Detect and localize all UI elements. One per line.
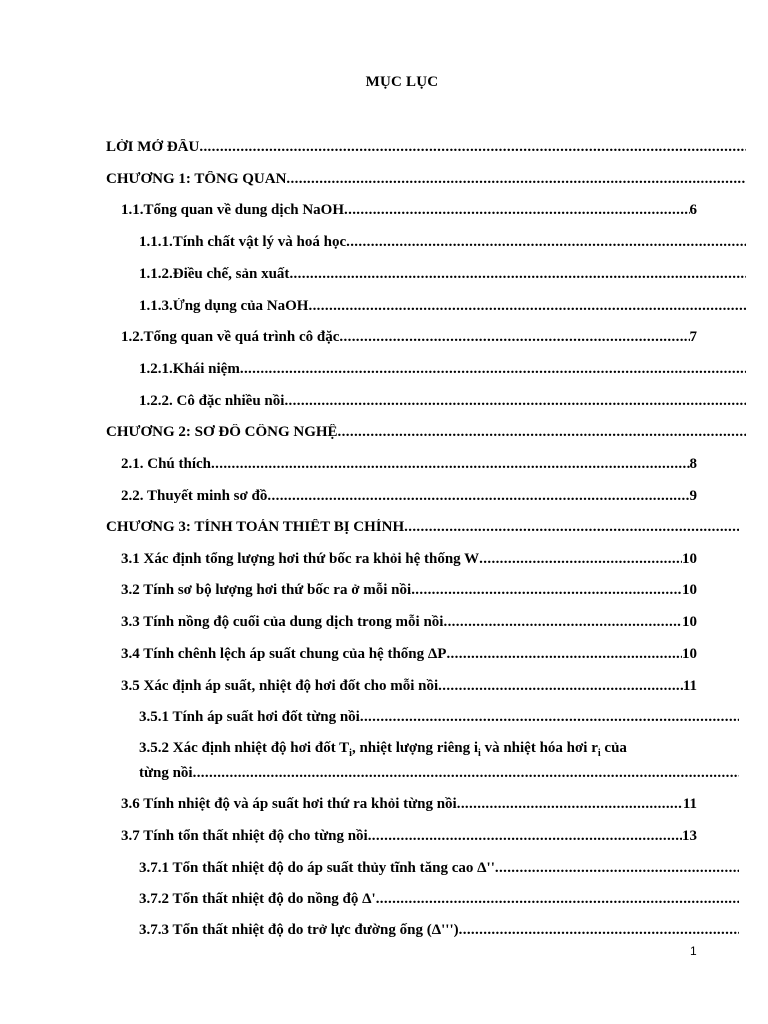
toc-entry-page: 10 bbox=[682, 646, 697, 662]
toc-entry-number: 1.1.2. bbox=[139, 266, 173, 282]
dot-leader bbox=[199, 139, 746, 156]
dot-leader bbox=[286, 171, 746, 188]
toc-entry-label: CHƯƠNG 1: TỔNG QUAN bbox=[106, 171, 287, 187]
toc-entry-page: 13 bbox=[682, 828, 697, 844]
toc-entry[interactable] bbox=[121, 488, 697, 508]
dot-leader bbox=[284, 393, 746, 410]
toc-entry-label: 2.2. Thuyết minh sơ đồ bbox=[121, 488, 268, 504]
toc-entry[interactable] bbox=[139, 234, 746, 254]
page-title: MỤC LỤC bbox=[365, 74, 439, 90]
toc-entry-number: 1.1.1. bbox=[139, 234, 173, 250]
toc-entry[interactable] bbox=[139, 765, 739, 785]
page-number: 1 bbox=[690, 944, 697, 958]
toc-entry-label: Tính chất vật lý và hoá học bbox=[172, 234, 347, 250]
toc-entry[interactable] bbox=[121, 614, 697, 634]
toc-entry-label: 3.5.2 Xác định nhiệt độ hơi đốt T bbox=[139, 740, 350, 756]
toc-entry[interactable] bbox=[121, 678, 697, 698]
toc-entry-page: 8 bbox=[689, 456, 697, 472]
toc-entry-label: LỜI MỞ ĐẦU bbox=[106, 139, 200, 155]
toc-entry[interactable] bbox=[139, 922, 739, 942]
dot-leader bbox=[376, 891, 739, 908]
dot-leader bbox=[338, 424, 746, 441]
toc-entry-label: 3.7.1 Tổn thất nhiệt độ do áp suất thủy tĩnh tăng cao Δ'' bbox=[139, 860, 495, 876]
subscript: i bbox=[478, 748, 481, 759]
toc-entry[interactable] bbox=[121, 329, 697, 349]
toc-entry-label: Ứng dụng của NaOH bbox=[172, 298, 309, 314]
toc-entry-label: từng nồi bbox=[139, 765, 193, 781]
toc-entry-page: 11 bbox=[682, 796, 697, 812]
toc-entry-label: và nhiệt hóa hơi r bbox=[480, 740, 598, 756]
toc-entry[interactable] bbox=[121, 828, 697, 848]
toc-entry-label: 3.7.3 Tổn thất nhiệt độ do trở lực đường ống (Δ''') bbox=[139, 922, 459, 938]
dot-leader bbox=[443, 614, 682, 631]
toc-entry-label: 3.5 Xác định áp suất, nhiệt độ hơi đốt cho mỗi nồi bbox=[121, 678, 439, 694]
subscript: i bbox=[597, 748, 601, 759]
dot-leader bbox=[404, 519, 739, 536]
dot-leader bbox=[240, 361, 746, 378]
toc-entry-page: 9 bbox=[689, 488, 697, 504]
toc-entry-label: 3.7 Tính tổn thất nhiệt độ cho từng nồi bbox=[121, 828, 368, 844]
dot-leader bbox=[446, 646, 682, 663]
dot-leader bbox=[411, 582, 682, 599]
toc-entry-352-line1[interactable] bbox=[139, 740, 627, 759]
dot-leader bbox=[267, 488, 689, 505]
toc-entry[interactable] bbox=[106, 171, 746, 191]
toc-entry[interactable] bbox=[139, 298, 746, 318]
toc-entry-number: 1.1. bbox=[121, 202, 144, 218]
toc-entry[interactable] bbox=[106, 424, 746, 444]
toc-entry-label: CHƯƠNG 2: SƠ ĐỒ CÔNG NGHỆ bbox=[106, 424, 338, 440]
dot-leader bbox=[193, 765, 739, 782]
toc-entry[interactable] bbox=[121, 582, 697, 602]
toc-entry-label: 3.2 Tính sơ bộ lượng hơi thứ bốc ra ở mỗi nồi bbox=[121, 582, 412, 598]
dot-leader bbox=[479, 551, 682, 568]
toc-entry-page: 6 bbox=[689, 202, 697, 218]
toc-entry-label: 3.3 Tính nồng độ cuối của dung dịch trong mỗi nồi bbox=[121, 614, 444, 630]
toc-entry[interactable] bbox=[121, 456, 697, 476]
toc-entry[interactable] bbox=[139, 266, 746, 286]
toc-entry-label: Tổng quan về dung dịch NaOH bbox=[143, 202, 344, 218]
toc-entry[interactable] bbox=[139, 891, 739, 911]
toc-entry-label: Điều chế, sản xuất bbox=[172, 266, 290, 282]
dot-leader bbox=[211, 456, 689, 473]
toc-entry[interactable] bbox=[106, 519, 739, 539]
dot-leader bbox=[308, 298, 746, 315]
toc-entry[interactable] bbox=[106, 139, 746, 159]
toc-entry-label: 3.4 Tính chênh lệch áp suất chung của hệ thống ΔP bbox=[121, 646, 447, 662]
toc-entry[interactable] bbox=[139, 361, 746, 381]
dot-leader bbox=[438, 678, 683, 695]
dot-leader bbox=[339, 329, 689, 346]
toc-entry-page: 7 bbox=[689, 329, 697, 345]
toc-entry-label: , nhiệt lượng riêng i bbox=[351, 740, 479, 756]
toc-entry-label: của bbox=[600, 740, 627, 756]
toc-entry[interactable] bbox=[139, 860, 739, 880]
toc-entry-label: 2.1. Chú thích bbox=[121, 456, 212, 472]
toc-entry[interactable] bbox=[139, 393, 746, 413]
toc-entry-label: 1.2.2. Cô đặc nhiều nồi bbox=[139, 393, 285, 409]
toc-entry-page: 10 bbox=[682, 551, 697, 567]
toc-entry-label: Khái niệm bbox=[172, 361, 240, 377]
toc-entry-label: 3.5.1 Tính áp suất hơi đốt từng nồi bbox=[139, 709, 360, 725]
dot-leader bbox=[344, 202, 690, 219]
toc-entry[interactable] bbox=[139, 709, 739, 729]
toc-entry-number: 1.1.3. bbox=[139, 298, 173, 314]
toc-entry-number: 1.2.1. bbox=[139, 361, 173, 377]
toc-entry[interactable] bbox=[121, 551, 697, 571]
dot-leader bbox=[457, 796, 683, 813]
toc-entry-label: 3.1 Xác định tổng lượng hơi thứ bốc ra khỏi hệ thống W bbox=[121, 551, 480, 567]
toc-entry[interactable] bbox=[121, 796, 697, 816]
toc-entry[interactable] bbox=[121, 646, 697, 666]
dot-leader bbox=[368, 828, 682, 845]
dot-leader bbox=[346, 234, 746, 251]
dot-leader bbox=[360, 709, 739, 726]
dot-leader bbox=[495, 860, 739, 877]
toc-entry-page: 10 bbox=[682, 614, 697, 630]
toc-entry-number: 1.2. bbox=[121, 329, 144, 345]
toc-entry-page: 10 bbox=[682, 582, 697, 598]
toc-entry[interactable] bbox=[121, 202, 697, 222]
toc-entry-label: 3.7.2 Tổn thất nhiệt độ do nồng độ Δ' bbox=[139, 891, 376, 907]
toc-entry-label: CHƯƠNG 3: TÍNH TOÁN THIẾT BỊ CHÍNH bbox=[106, 519, 405, 535]
toc-entry-page: 11 bbox=[682, 678, 697, 694]
toc-entry-label: Tổng quan về quá trình cô đặc bbox=[143, 329, 340, 345]
subscript: i bbox=[349, 748, 352, 759]
dot-leader bbox=[459, 922, 739, 939]
dot-leader bbox=[289, 266, 746, 283]
toc-entry-label: 3.6 Tính nhiệt độ và áp suất hơi thứ ra khỏi từng nồi bbox=[121, 796, 457, 812]
